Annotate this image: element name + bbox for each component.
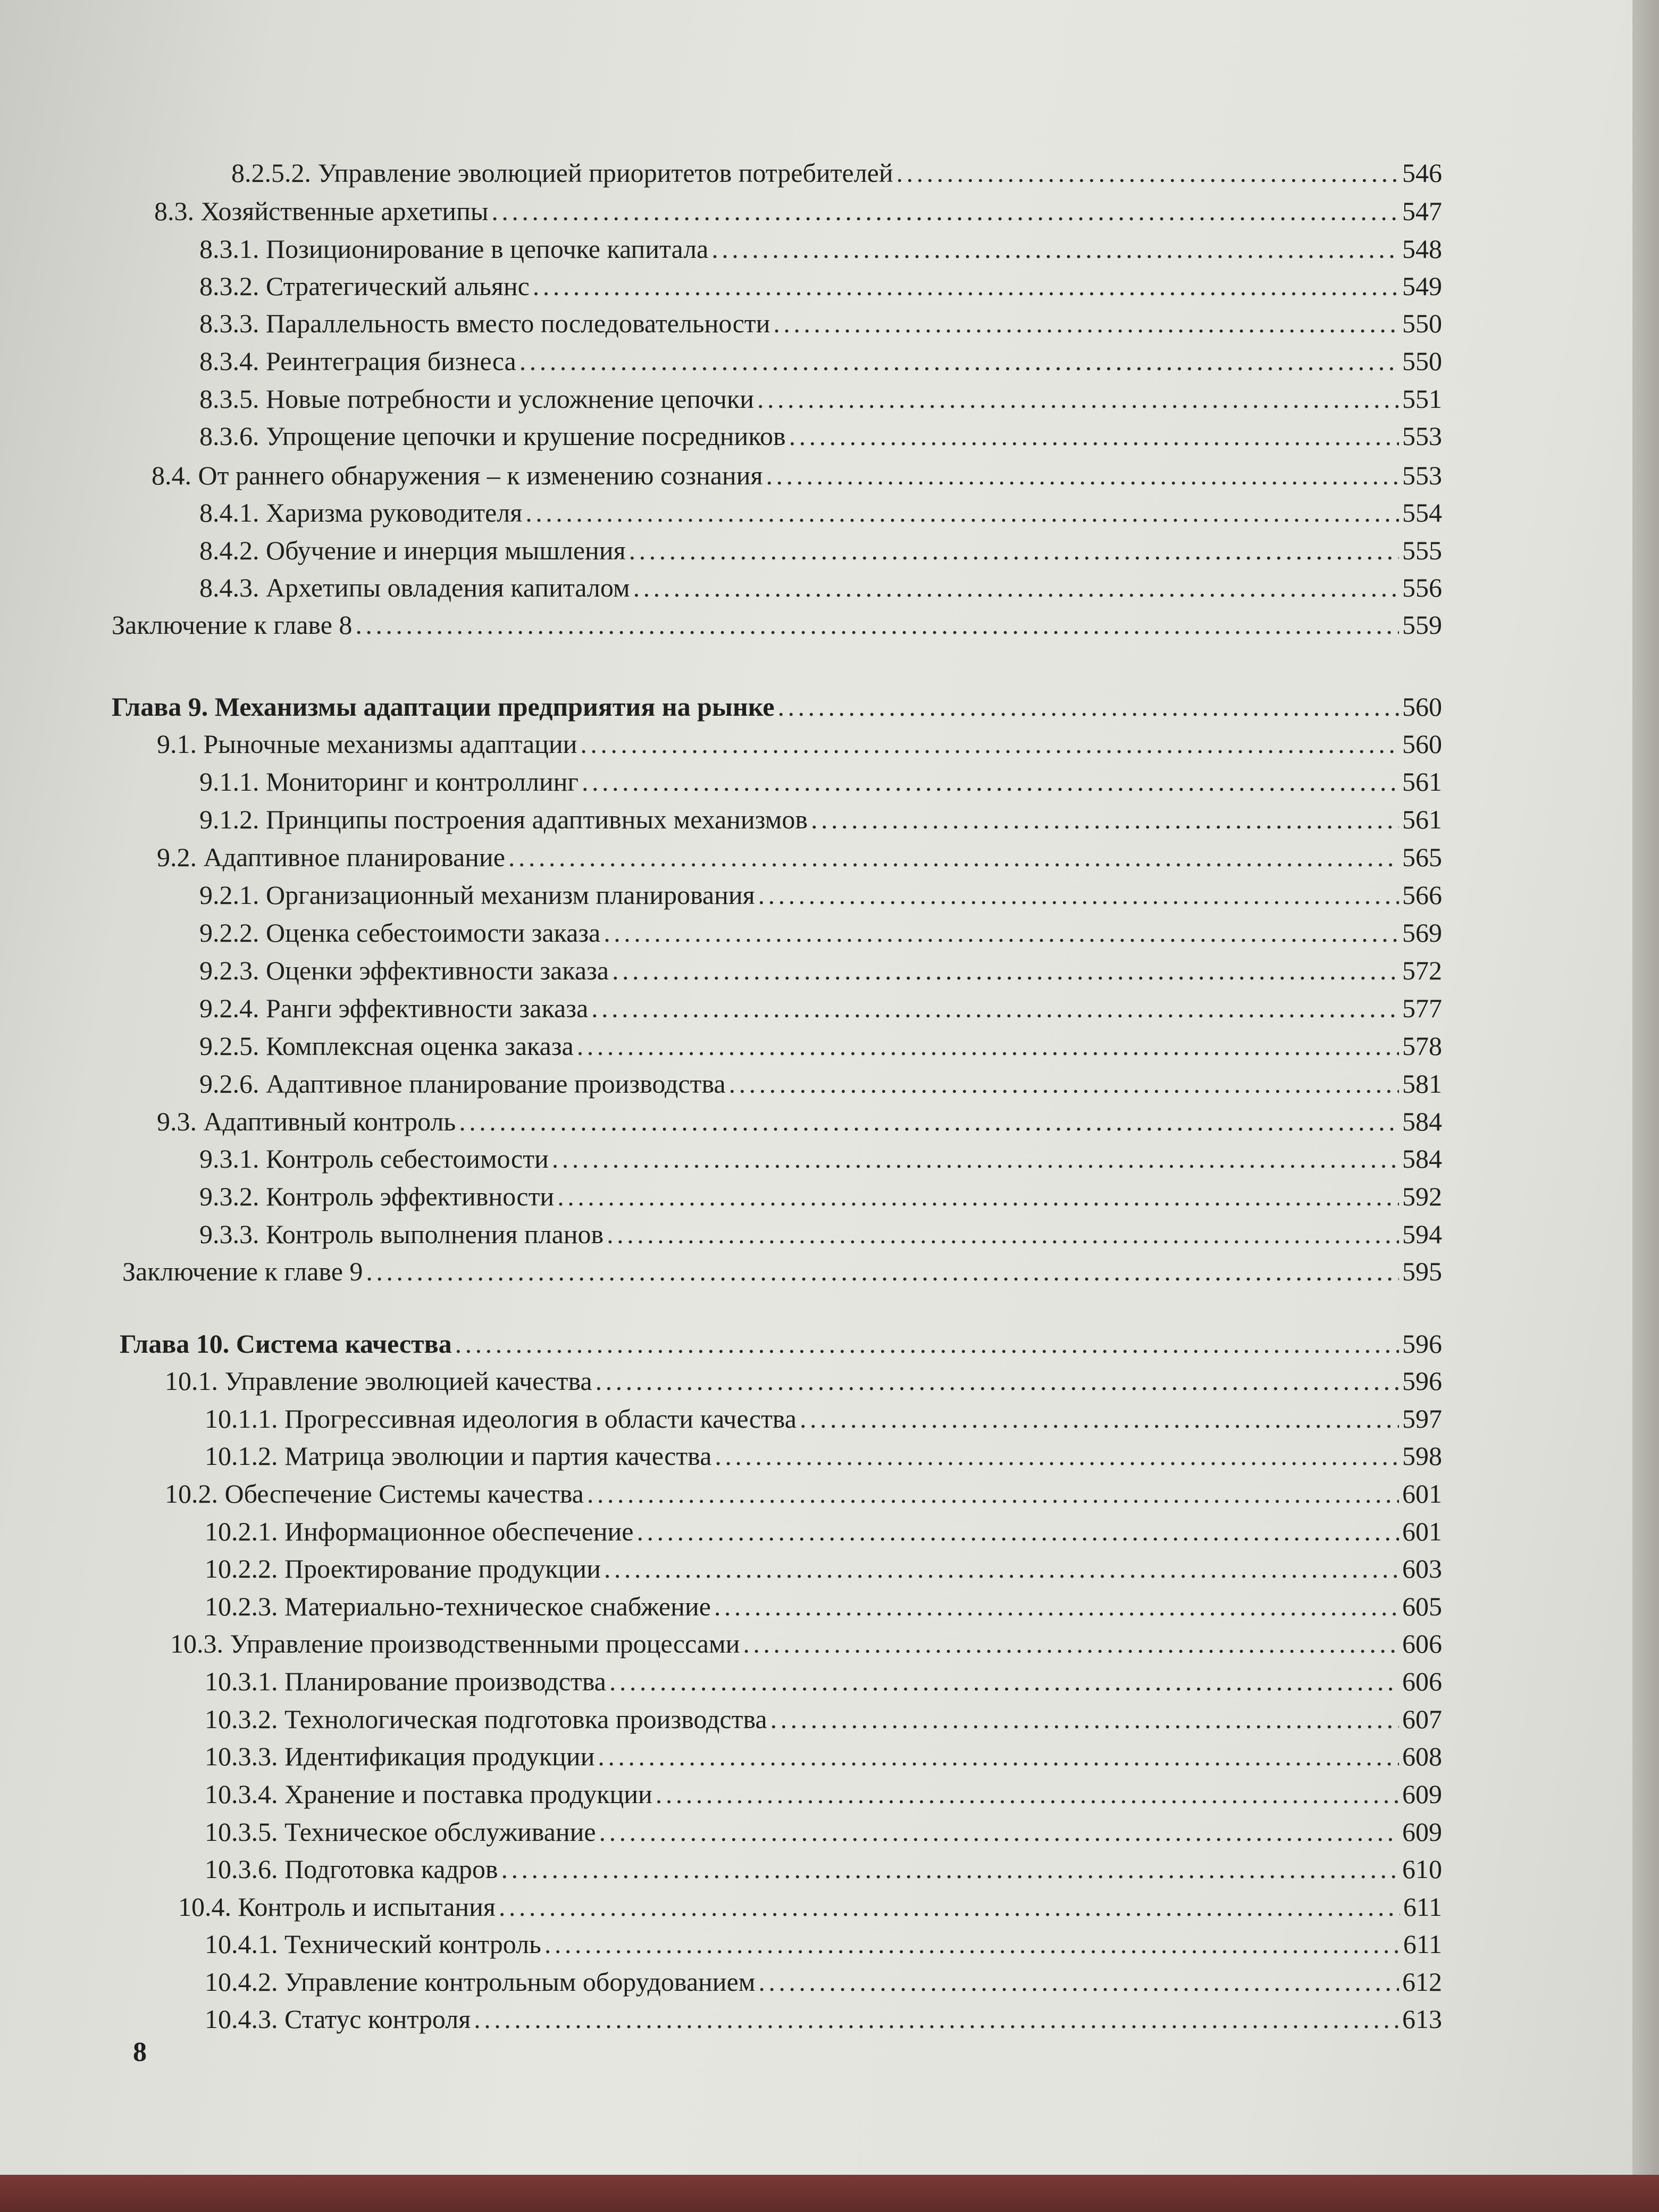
toc-entry-title: 8.3.4. Реинтеграция бизнеса [199, 346, 516, 376]
dot-leader [599, 1814, 1399, 1849]
toc-entry-page: 561 [1402, 805, 1442, 834]
dot-leader [604, 915, 1399, 950]
dot-leader [557, 1179, 1399, 1214]
toc-entry-title: 8.3.5. Новые потребности и усложнение цепочки [199, 384, 754, 414]
dot-leader [591, 991, 1399, 1026]
toc-entry-title: 8.4. От раннего обнаружения – к изменению сознания [152, 460, 763, 490]
dot-leader [789, 418, 1399, 454]
toc-entry-page: 548 [1402, 234, 1442, 264]
toc-entry [199, 1028, 1442, 1063]
toc-entry [205, 1589, 1442, 1624]
toc-entry [154, 194, 1442, 229]
toc-entry-title: 9.2.5. Комплексная оценка заказа [199, 1031, 574, 1061]
toc-entry [199, 343, 1442, 379]
dot-leader [711, 231, 1399, 266]
toc-entry [199, 1217, 1442, 1252]
toc-entry-page: 553 [1402, 421, 1442, 451]
toc-entry-page: 549 [1402, 271, 1442, 301]
toc-entry [199, 570, 1442, 605]
toc-entry [199, 1066, 1442, 1101]
toc-entry-page: 611 [1403, 1892, 1442, 1922]
toc-entry-title: 9.2.1. Организационный механизм планирования [199, 880, 755, 910]
dot-leader [533, 269, 1399, 304]
dot-leader [596, 1363, 1399, 1398]
toc-entry-page: 613 [1402, 2004, 1442, 2034]
toc-entry [199, 1179, 1442, 1214]
toc-entry-page: 560 [1402, 729, 1442, 759]
dot-leader [604, 1551, 1399, 1586]
toc-entry-page: 601 [1402, 1479, 1442, 1509]
toc-entry [157, 1104, 1442, 1139]
toc-entry [199, 802, 1442, 837]
toc-entry [199, 877, 1442, 912]
dot-leader [758, 1964, 1399, 1999]
toc-entry [152, 458, 1442, 493]
toc-entry-title: 9.2. Адаптивное планирование [157, 842, 505, 872]
toc-entry-title: 9.3.1. Контроль себестоимости [199, 1144, 549, 1174]
toc-entry [205, 1964, 1442, 1999]
toc-entry-title: 10.2.2. Проектирование продукции [205, 1554, 601, 1583]
toc-entry-page: 550 [1402, 346, 1442, 376]
dot-leader [773, 306, 1399, 341]
toc-entry-page: 596 [1402, 1366, 1442, 1396]
toc-entry-page: 605 [1402, 1591, 1442, 1621]
dot-leader [609, 1664, 1399, 1699]
toc-entry-page: 597 [1402, 1404, 1442, 1434]
toc-entry [178, 1889, 1442, 1924]
toc-entry-page: 598 [1402, 1441, 1442, 1471]
toc-entry-title: 10.4.2. Управление контрольным оборудованием [205, 1967, 756, 1997]
toc-entry [205, 1739, 1442, 1774]
toc-entry-title: 9.2.6. Адаптивное планирование производства [199, 1069, 726, 1099]
dot-leader [800, 1401, 1399, 1436]
toc-entry-page: 592 [1402, 1182, 1442, 1211]
toc-entry [205, 2001, 1442, 2037]
toc-entry [112, 607, 1442, 642]
dot-leader [629, 533, 1399, 568]
toc-entry-page: 610 [1402, 1854, 1442, 1884]
toc-entry [165, 1363, 1442, 1398]
dot-leader [366, 1254, 1399, 1289]
toc-entry [205, 1401, 1442, 1436]
toc-entry [199, 1141, 1442, 1176]
toc-entry-page: 566 [1402, 880, 1442, 910]
toc-entry-page: 608 [1402, 1741, 1442, 1771]
chapter-title: Глава 10. Система качества [120, 1329, 452, 1359]
dot-leader [770, 1702, 1399, 1737]
toc-entry [120, 1326, 1442, 1361]
toc-entry-title: 9.1.2. Принципы построения адаптивных механизмов [199, 805, 808, 834]
toc-entry [205, 1926, 1442, 1962]
dot-leader [714, 1589, 1399, 1624]
toc-entry-title: 8.4.1. Харизма руководителя [199, 498, 523, 527]
toc-entry [157, 840, 1442, 875]
dot-leader [544, 1926, 1400, 1962]
dot-leader [633, 570, 1399, 605]
toc-entry-title: 8.2.5.2. Управление эволюцией приоритетов потребителей [231, 158, 893, 188]
toc-entry [205, 1702, 1442, 1737]
dot-leader [520, 343, 1399, 379]
dot-leader [757, 381, 1399, 416]
dot-leader [474, 2001, 1399, 2037]
toc-entry-page: 609 [1402, 1817, 1442, 1847]
toc-entry-title: 10.3.4. Хранение и поставка продукции [205, 1779, 652, 1809]
toc-entry [112, 689, 1442, 724]
toc-entry-title: 8.3. Хозяйственные архетипы [154, 196, 489, 226]
toc-entry-page: 581 [1402, 1069, 1442, 1099]
toc-entry-title: Заключение к главе 8 [112, 610, 353, 640]
toc-entry-title: 10.3.2. Технологическая подготовка производства [205, 1704, 767, 1734]
toc-entry [199, 231, 1442, 266]
toc-entry-title: 10.4.3. Статус контроля [205, 2004, 471, 2034]
toc-entry-title: 9.3. Адаптивный контроль [157, 1107, 456, 1136]
dot-leader [743, 1626, 1399, 1661]
toc-entry-title: 9.2.4. Ранги эффективности заказа [199, 993, 589, 1023]
toc-entry-page: 553 [1402, 460, 1442, 490]
toc-entry-title: 8.3.3. Параллельность вместо последовательности [199, 308, 770, 338]
dot-leader [729, 1066, 1399, 1101]
toc-entry-page: 578 [1402, 1031, 1442, 1061]
toc-entry-page: 612 [1402, 1967, 1442, 1997]
dot-leader [607, 1217, 1399, 1252]
toc-entry [165, 1476, 1442, 1511]
dot-leader [811, 802, 1399, 837]
dot-leader [491, 194, 1399, 229]
toc-entry-title: 10.3. Управление производственными процессами [170, 1629, 740, 1658]
toc-entry-page: 606 [1402, 1629, 1442, 1658]
dot-leader [758, 877, 1399, 912]
toc-entry [157, 726, 1442, 761]
toc-entry [205, 1851, 1442, 1887]
toc-entry-page: 584 [1402, 1144, 1442, 1174]
toc-entry-title: 9.1.1. Мониторинг и контроллинг [199, 767, 579, 797]
toc-entry [122, 1254, 1442, 1289]
toc-entry [199, 269, 1442, 304]
toc-entry-page: 554 [1402, 498, 1442, 527]
toc-entry-page: 603 [1402, 1554, 1442, 1583]
toc-entry-page: 606 [1402, 1666, 1442, 1696]
toc-entry [199, 381, 1442, 416]
dot-leader [612, 953, 1399, 988]
toc-entry-title: 10.2.3. Материально-техническое снабжение [205, 1591, 711, 1621]
toc-entry-page: 601 [1402, 1516, 1442, 1546]
toc-entry-title: 8.3.1. Позиционирование в цепочке капитала [199, 234, 709, 264]
dot-leader [459, 1104, 1399, 1139]
toc-entry [205, 1664, 1442, 1699]
dot-leader [552, 1141, 1399, 1176]
toc-entry-title: 10.3.5. Техническое обслуживание [205, 1817, 596, 1847]
toc-entry-page: 577 [1402, 993, 1442, 1023]
dot-leader [896, 155, 1399, 190]
dot-leader [766, 458, 1399, 493]
toc-entry [199, 915, 1442, 950]
dot-leader [587, 1476, 1399, 1511]
dot-leader [656, 1777, 1399, 1812]
toc-entry-title: 9.3.2. Контроль эффективности [199, 1182, 555, 1211]
toc-entry-title: 10.2. Обеспечение Системы качества [165, 1479, 584, 1509]
toc-entry-page: 594 [1402, 1219, 1442, 1249]
toc-entry-title: 10.1. Управление эволюцией качества [165, 1366, 592, 1396]
toc-entry-title: 9.2.2. Оценка себестоимости заказа [199, 918, 601, 948]
dot-leader [715, 1438, 1399, 1473]
toc-entry-page: 559 [1402, 610, 1442, 640]
toc-entry-title: 10.3.3. Идентификация продукции [205, 1741, 595, 1771]
dot-leader [777, 689, 1399, 724]
toc-entry-title: 10.3.6. Подготовка кадров [205, 1854, 498, 1884]
toc-entry-page: 572 [1402, 956, 1442, 985]
toc-entry-title: 8.3.2. Стратегический альянс [199, 271, 530, 301]
toc-entry-title: 10.4.1. Технический контроль [205, 1929, 541, 1959]
toc-entry [199, 418, 1442, 454]
toc-entry [170, 1626, 1442, 1661]
toc-entry-title: 10.1.2. Матрица эволюции и партия качества [205, 1441, 712, 1471]
toc-entry-page: 560 [1402, 692, 1442, 722]
toc-entry-page: 596 [1402, 1329, 1442, 1359]
dot-leader [637, 1514, 1400, 1549]
toc-entry-page: 565 [1402, 842, 1442, 872]
toc-entry [199, 953, 1442, 988]
toc-entry [199, 991, 1442, 1026]
toc-entry-page: 607 [1402, 1704, 1442, 1734]
toc-entry-page: 555 [1402, 535, 1442, 565]
toc-entry-title: 10.4. Контроль и испытания [178, 1892, 496, 1922]
toc-entry-title: Заключение к главе 9 [122, 1256, 363, 1286]
toc-entry-page: 561 [1402, 767, 1442, 797]
toc-entry-title: 9.2.3. Оценки эффективности заказа [199, 956, 609, 985]
dot-leader [355, 607, 1399, 642]
toc-entry [205, 1438, 1442, 1473]
toc-entry-page: 551 [1402, 384, 1442, 414]
toc-entry-page: 547 [1402, 196, 1442, 226]
toc-entry-title: 8.4.3. Архетипы овладения капиталом [199, 573, 630, 602]
chapter-title: Глава 9. Механизмы адаптации предприятия на рынке [112, 692, 775, 722]
toc-entry [205, 1777, 1442, 1812]
toc-entry-page: 569 [1402, 918, 1442, 948]
toc-entry-title: 8.4.2. Обучение и инерция мышления [199, 535, 626, 565]
toc-entry-title: 10.1.1. Прогрессивная идеология в области качества [205, 1404, 797, 1434]
dot-leader [577, 1028, 1399, 1063]
toc-entry-title: 9.1. Рыночные механизмы адаптации [157, 729, 577, 759]
toc-entry [199, 306, 1442, 341]
toc-entry-page: 546 [1402, 158, 1442, 188]
toc-entry-page: 611 [1403, 1929, 1442, 1959]
page-edge [1632, 0, 1659, 2175]
toc-entry [205, 1551, 1442, 1586]
toc-entry-page: 584 [1402, 1107, 1442, 1136]
dot-leader [580, 726, 1399, 761]
page-number: 8 [133, 2037, 147, 2067]
dot-leader [508, 840, 1399, 875]
dot-leader [455, 1326, 1399, 1361]
dot-leader [501, 1851, 1399, 1887]
toc-entry-page: 550 [1402, 308, 1442, 338]
book-cover-edge [0, 2175, 1659, 2212]
dot-leader [582, 764, 1399, 799]
toc-entry-page: 556 [1402, 573, 1442, 602]
toc-entry-page: 609 [1402, 1779, 1442, 1809]
toc-entry [199, 533, 1442, 568]
toc-entry-page: 595 [1402, 1256, 1442, 1286]
dot-leader [499, 1889, 1400, 1924]
toc-entry [205, 1814, 1442, 1849]
toc-entry [199, 495, 1442, 530]
toc-entry-title: 9.3.3. Контроль выполнения планов [199, 1219, 604, 1249]
toc-entry-title: 10.2.1. Информационное обеспечение [205, 1516, 634, 1546]
dot-leader [525, 495, 1399, 530]
toc-entry [199, 764, 1442, 799]
toc-entry-title: 8.3.6. Упрощение цепочки и крушение посредников [199, 421, 786, 451]
toc-entry [231, 155, 1442, 190]
dot-leader [598, 1739, 1399, 1774]
toc-entry [205, 1514, 1442, 1549]
toc-entry-title: 10.3.1. Планирование производства [205, 1666, 606, 1696]
